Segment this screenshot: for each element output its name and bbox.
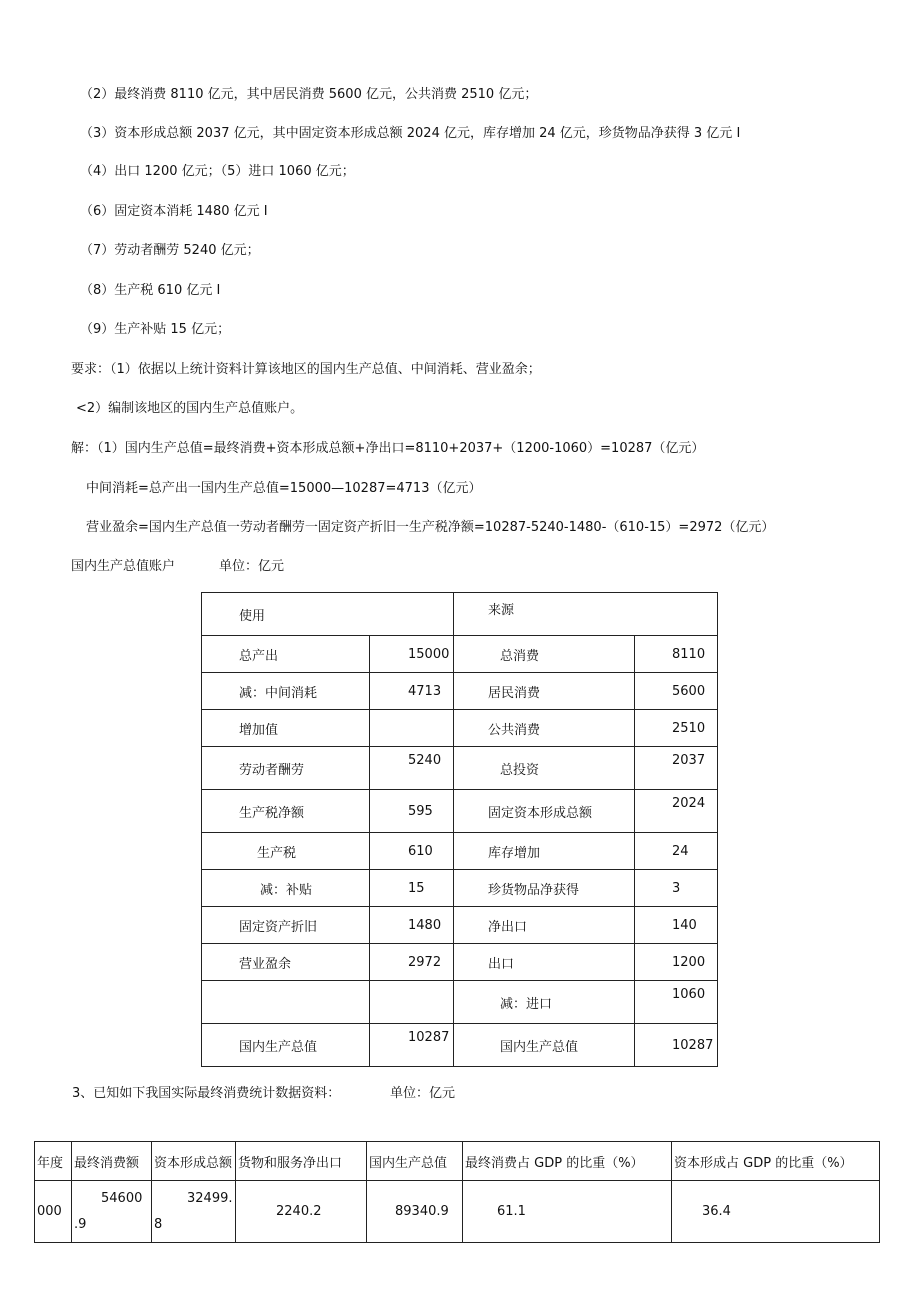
source-value: 1200 — [635, 944, 718, 981]
intro-item-3: （3）资本形成总额 2037 亿元，其中固定资本形成总额 2024 亿元，库存增加 24 亿元，珍货物品净获得 3 亿元 I — [80, 126, 741, 141]
cell-capital-formation — [152, 1181, 236, 1243]
question3-unit: 单位：亿元 — [390, 1086, 456, 1101]
source-value: 3 — [635, 870, 718, 907]
source-value: 2037 — [635, 747, 718, 790]
account-row — [202, 870, 718, 907]
source-label: 居民消费 — [454, 673, 635, 710]
source-label: 固定资本形成总额 — [454, 790, 635, 833]
header-capital-share: 资本形成占 GDP 的比重（%） — [672, 1142, 880, 1181]
source-label: 国内生产总值 — [454, 1024, 635, 1067]
use-label: 生产税 — [202, 833, 370, 870]
use-label: 减：中间消耗 — [202, 673, 370, 710]
source-label: 珍货物品净获得 — [454, 870, 635, 907]
use-label: 劳动者酬劳 — [202, 747, 370, 790]
use-value: 10287 — [370, 1024, 454, 1067]
source-label: 总投资 — [454, 747, 635, 790]
intro-item-7: （7）劳动者酬劳 5240 亿元； — [80, 243, 260, 258]
consumption-header-row — [35, 1142, 880, 1181]
header-net-exports: 货物和服务净出口 — [236, 1142, 367, 1181]
source-label: 出口 — [454, 944, 635, 981]
source-value: 24 — [635, 833, 718, 870]
use-value — [370, 981, 454, 1024]
cell-net-exports: 2240.2 — [236, 1181, 367, 1243]
account-row — [202, 636, 718, 673]
use-label — [202, 981, 370, 1024]
header-year: 年度 — [35, 1142, 72, 1181]
intro-item-8: （8）生产税 610 亿元 I — [80, 283, 221, 298]
header-gdp: 国内生产总值 — [367, 1142, 463, 1181]
account-title: 国内生产总值账户 — [71, 559, 176, 574]
intro-item-2: （2）最终消费 8110 亿元，其中居民消费 5600 亿元，公共消费 2510 亿元； — [80, 87, 538, 102]
cell-gdp: 89340.9 — [367, 1181, 463, 1243]
source-header: 来源 — [454, 593, 718, 636]
use-value: 2972 — [370, 944, 454, 981]
requirement-2: <2）编制该地区的国内生产总值账户。 — [76, 401, 304, 416]
use-label: 营业盈余 — [202, 944, 370, 981]
use-value: 1480 — [370, 907, 454, 944]
solution-line-2: 中间消耗=总产出一国内生产总值=15000—10287=4713（亿元） — [86, 481, 482, 496]
gdp-account-table — [201, 592, 718, 1067]
account-row — [202, 790, 718, 833]
use-value — [370, 710, 454, 747]
use-label: 国内生产总值 — [202, 1024, 370, 1067]
source-label: 净出口 — [454, 907, 635, 944]
use-label: 增加值 — [202, 710, 370, 747]
cell-capital-share: 36.4 — [672, 1181, 880, 1243]
use-label: 固定资产折旧 — [202, 907, 370, 944]
cell-year: 000 — [35, 1181, 72, 1243]
header-final-consumption: 最终消费额 — [72, 1142, 152, 1181]
account-unit: 单位：亿元 — [219, 559, 285, 574]
use-value: 610 — [370, 833, 454, 870]
account-row — [202, 673, 718, 710]
solution-line-1: 解：（1）国内生产总值=最终消费+资本形成总额+净出口=8110+2037+（1200-1060）=10287（亿元） — [71, 441, 705, 456]
use-value: 4713 — [370, 673, 454, 710]
source-value: 5600 — [635, 673, 718, 710]
source-label: 总消费 — [454, 636, 635, 673]
requirement-1: 要求：（1）依据以上统计资料计算该地区的国内生产总值、中间消耗、营业盈余； — [71, 362, 541, 377]
account-row — [202, 944, 718, 981]
use-label: 减：补贴 — [202, 870, 370, 907]
question3-title: 3、已知如下我国实际最终消费统计数据资料： — [72, 1086, 341, 1101]
use-value: 15 — [370, 870, 454, 907]
cell-final-consumption — [72, 1181, 152, 1243]
account-row — [202, 1024, 718, 1067]
intro-item-9: （9）生产补贴 15 亿元； — [80, 322, 231, 337]
consumption-table — [34, 1141, 880, 1243]
account-row — [202, 981, 718, 1024]
source-value: 2510 — [635, 710, 718, 747]
use-header: 使用 — [202, 593, 454, 636]
source-label: 库存增加 — [454, 833, 635, 870]
intro-item-4-5: （4）出口 1200 亿元；（5）进口 1060 亿元； — [80, 164, 355, 179]
intro-item-6: （6）固定资本消耗 1480 亿元 I — [80, 204, 268, 219]
source-value: 8110 — [635, 636, 718, 673]
solution-line-3: 营业盈余=国内生产总值一劳动者酬劳一固定资产折旧一生产税净额=10287-5240-1480-（610-15）=2972（亿元） — [86, 520, 775, 535]
capital-formation-part-2: 8 — [154, 1216, 163, 1232]
use-label: 生产税净额 — [202, 790, 370, 833]
account-row — [202, 833, 718, 870]
source-value: 140 — [635, 907, 718, 944]
use-value: 595 — [370, 790, 454, 833]
capital-formation-part-1: 32499. — [187, 1190, 233, 1206]
source-label: 公共消费 — [454, 710, 635, 747]
account-row — [202, 747, 718, 790]
use-label: 总产出 — [202, 636, 370, 673]
final-consumption-part-1: 54600 — [101, 1190, 143, 1206]
account-row — [202, 710, 718, 747]
consumption-data-row — [35, 1181, 880, 1243]
header-capital-formation: 资本形成总额 — [152, 1142, 236, 1181]
source-value: 2024 — [635, 790, 718, 833]
final-consumption-part-2: .9 — [74, 1216, 87, 1232]
use-value: 15000 — [370, 636, 454, 673]
source-value: 10287 — [635, 1024, 718, 1067]
account-header-row — [202, 593, 718, 636]
cell-consumption-share: 61.1 — [463, 1181, 672, 1243]
header-consumption-share: 最终消费占 GDP 的比重（%） — [463, 1142, 672, 1181]
source-label: 减：进口 — [454, 981, 635, 1024]
source-value: 1060 — [635, 981, 718, 1024]
use-value: 5240 — [370, 747, 454, 790]
account-row — [202, 907, 718, 944]
